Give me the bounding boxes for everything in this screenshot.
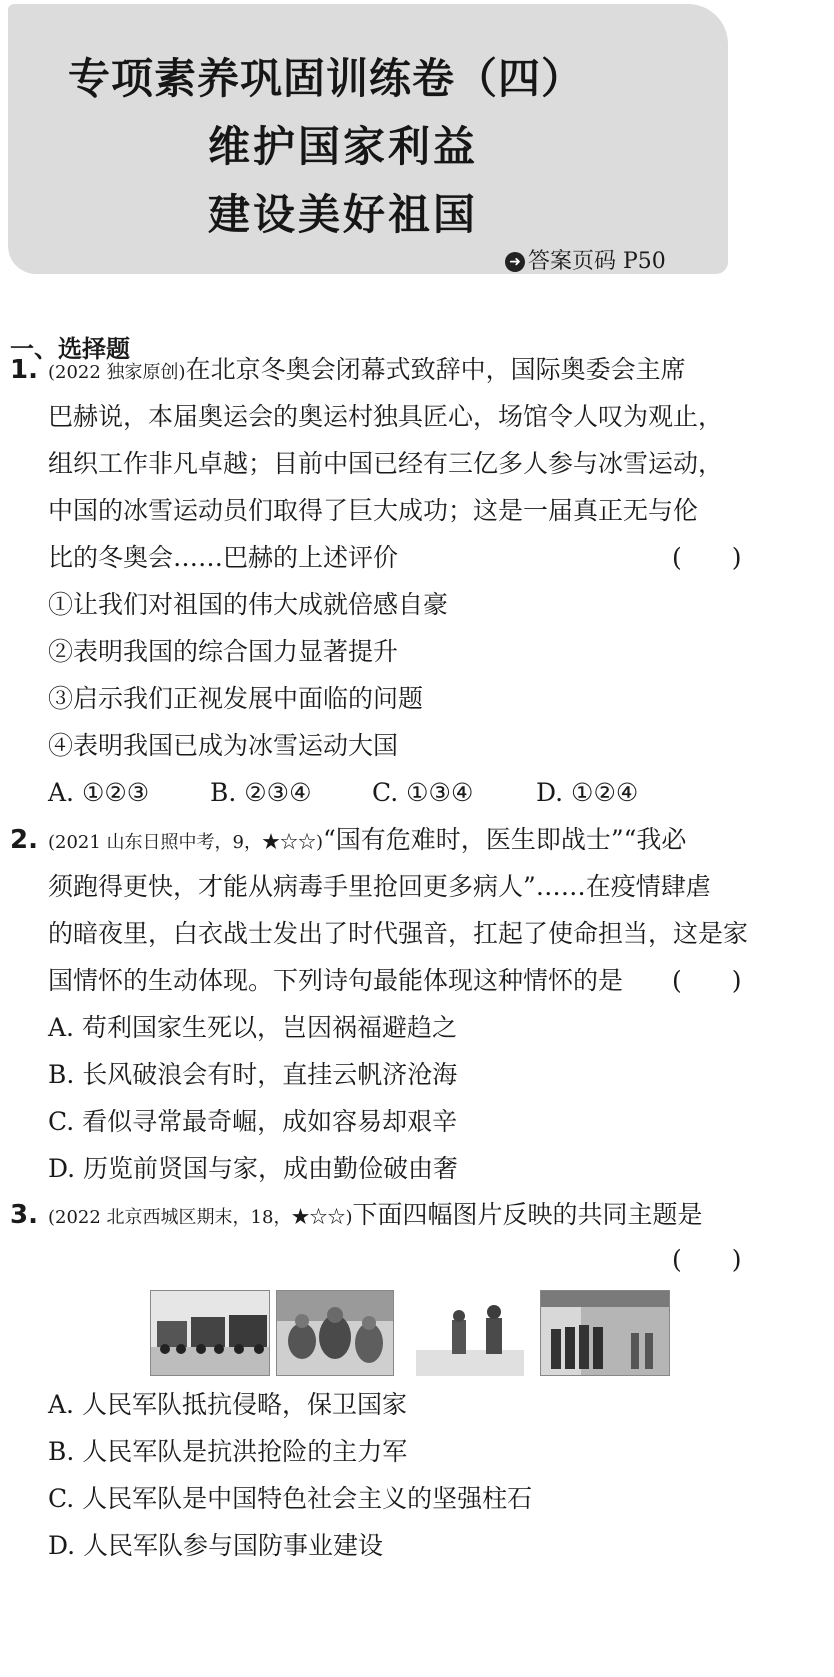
question-2-option-b: B. 长风破浪会有时，直挂云帆济沧海	[48, 1060, 458, 1089]
question-1-text-1: 在北京冬奥会闭幕式致辞中，国际奥委会主席	[185, 355, 686, 384]
question-2-line-3: 的暗夜里，白衣战士发出了时代强音，扛起了使命担当，这是家	[48, 919, 749, 948]
question-2-option-c: C. 看似寻常最奇崛，成如容易却艰辛	[48, 1107, 458, 1136]
question-1-line-3: 组织工作非凡卓越；目前中国已经有三亿多人参与冰雪运动，	[48, 449, 724, 478]
photo-border-patrol	[416, 1290, 524, 1376]
question-2-option-a: A. 苟利国家生死以，岂因祸福避趋之	[48, 1013, 457, 1042]
arrow-right-circle-icon: ➜	[505, 252, 525, 272]
question-2-tag: (2021 山东日照中考，9，★☆☆)	[48, 832, 324, 853]
question-1-item-2: ②表明我国的综合国力显著提升	[48, 637, 399, 666]
question-2-line-2: 须跑得更快，才能从病毒手里抢回更多病人”……在疫情肆虐	[48, 872, 711, 901]
question-3-line-1	[48, 1200, 703, 1233]
photo-honor-guard	[540, 1290, 670, 1376]
question-1-line-1	[48, 355, 686, 388]
question-number-3: 3.	[10, 1200, 38, 1230]
page-title: 专项素养巩固训练卷（四）	[68, 54, 585, 103]
question-1-item-4: ④表明我国已成为冰雪运动大国	[48, 731, 399, 760]
question-3-text-1: 下面四幅图片反映的共同主题是	[352, 1200, 703, 1229]
question-2-line-1	[48, 825, 686, 858]
photo-military-trucks	[150, 1290, 270, 1376]
question-1-answer-blank: ( )	[672, 543, 742, 572]
question-3-option-d: D. 人民军队参与国防事业建设	[48, 1531, 384, 1560]
question-2-text-1: “国有危难时，医生即战士”“我必	[323, 825, 687, 854]
question-number-1: 1.	[10, 355, 38, 385]
question-1-line-5: 比的冬奥会……巴赫的上述评价	[48, 543, 399, 572]
answer-reference-text: 答案页码 P50	[528, 249, 666, 274]
photo-soldiers-rescue	[276, 1290, 394, 1376]
question-3-option-b: B. 人民军队是抗洪抢险的主力军	[48, 1437, 408, 1466]
page-subtitle-1: 维护国家利益	[208, 122, 479, 171]
question-1-option-a: A. ①②③	[48, 778, 150, 807]
header-banner	[8, 4, 728, 274]
answer-reference	[505, 244, 666, 275]
section-title: 一、选择题	[10, 335, 130, 363]
question-3-option-a: A. 人民军队抵抗侵略，保卫国家	[48, 1390, 407, 1419]
page-subtitle-2: 建设美好祖国	[208, 190, 479, 239]
question-number-2: 2.	[10, 825, 38, 855]
question-1-tag: (2022 独家原创)	[48, 362, 186, 383]
question-2-option-d: D. 历览前贤国与家，成由勤俭破由奢	[48, 1154, 459, 1183]
question-3-option-c: C. 人民军队是中国特色社会主义的坚强柱石	[48, 1484, 533, 1513]
question-3-photos	[150, 1290, 670, 1376]
question-3-answer-blank: ( )	[672, 1245, 742, 1274]
question-1-option-d: D. ①②④	[536, 778, 639, 807]
question-1-option-c: C. ①③④	[372, 778, 474, 807]
question-1-item-3: ③启示我们正视发展中面临的问题	[48, 684, 424, 713]
question-1-item-1: ①让我们对祖国的伟大成就倍感自豪	[48, 590, 449, 619]
question-2-line-4: 国情怀的生动体现。下列诗句最能体现这种情怀的是	[48, 966, 624, 995]
question-1-line-4: 中国的冰雪运动员们取得了巨大成功；这是一届真正无与伦	[48, 496, 699, 525]
question-1-option-b: B. ②③④	[210, 778, 312, 807]
question-3-tag: (2022 北京西城区期末，18，★☆☆)	[48, 1207, 353, 1228]
question-2-answer-blank: ( )	[672, 966, 742, 995]
question-1-line-2: 巴赫说，本届奥运会的奥运村独具匠心，场馆令人叹为观止，	[48, 402, 724, 431]
